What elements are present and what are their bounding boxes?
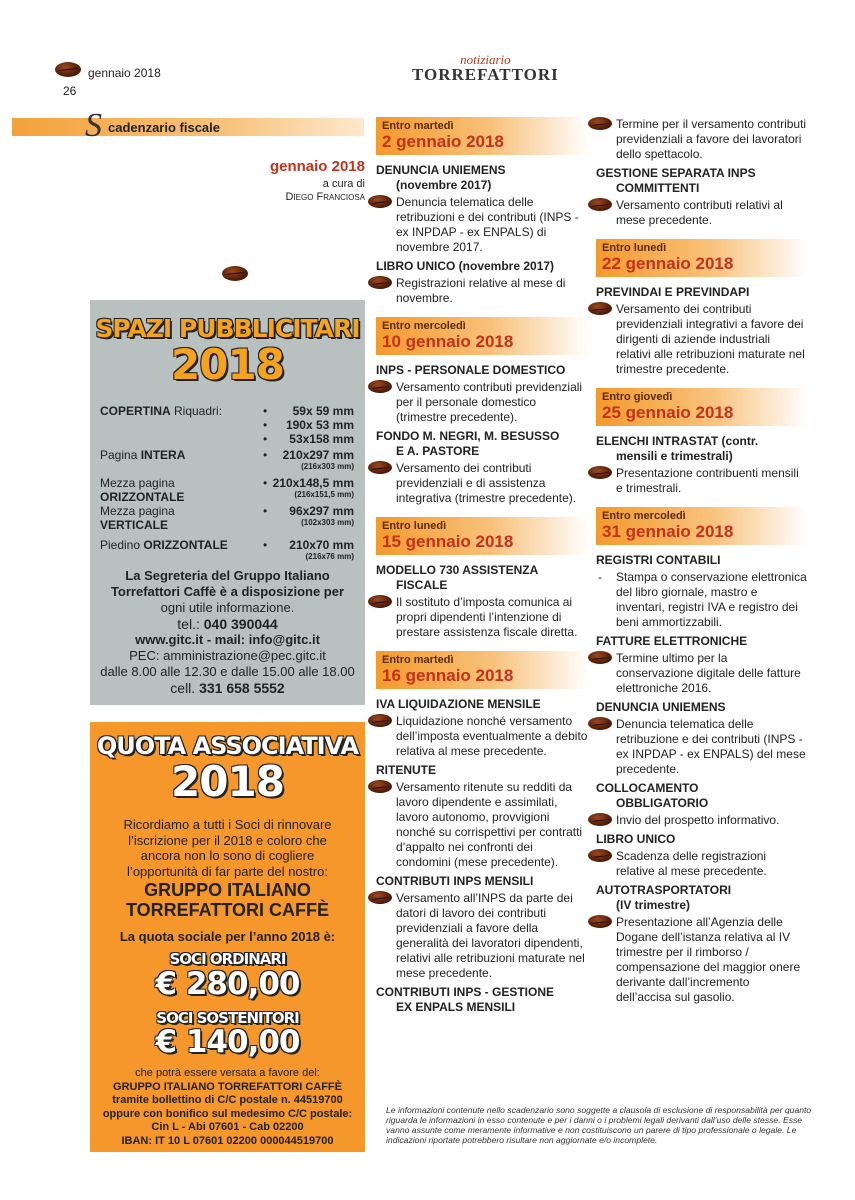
payment-info xyxy=(90,1067,365,1148)
heading-line: E A. PASTORE xyxy=(396,444,480,458)
contact-line: La Segreteria del Gruppo Italiano xyxy=(125,568,330,583)
deadline-header xyxy=(376,517,589,555)
deadline-date: 25 gennaio 2018 xyxy=(602,403,734,422)
item-text: Il sostituto d’imposta comunica ai propri dipendenti l’intenzione di prestare assistenza fiscale diretta. xyxy=(396,595,578,639)
coffee-bean-icon xyxy=(222,266,248,281)
payment-line: oppure con bonifico sul medesimo C/C postale: xyxy=(102,1107,353,1120)
list-item xyxy=(376,891,589,981)
quota-text-line: l’iscrizione per il 2018 e coloro che xyxy=(128,832,327,848)
ad-row xyxy=(100,538,362,561)
heading-line: FISCALE xyxy=(396,578,448,592)
list-item xyxy=(596,717,808,777)
ad-row-size: 59x 59 mm xyxy=(292,404,354,418)
item-heading xyxy=(376,429,589,459)
quota-text-line: Ricordiamo a tutti i Soci di rinnovare xyxy=(123,817,332,832)
coffee-bean-icon xyxy=(588,849,612,862)
ordinari-label: SOCI ORDINARI xyxy=(169,950,286,968)
list-item xyxy=(376,461,589,506)
item-heading xyxy=(596,166,808,196)
bullet: • xyxy=(263,404,268,418)
item-text: Liquidazione nonché versamento dell’imposta eventualmente a debito relativa al mese precedente. xyxy=(396,714,588,758)
deadline-header xyxy=(376,651,589,689)
contact-line: ogni utile informazione. xyxy=(160,600,295,615)
list-item xyxy=(376,276,589,306)
coffee-bean-icon xyxy=(368,380,392,393)
sostenitori-label: SOCI SOSTENITORI xyxy=(156,1009,299,1027)
bullet: • xyxy=(263,504,268,518)
deadline-weekday: Entro giovedì xyxy=(602,391,673,403)
list-item xyxy=(596,813,808,828)
membership-fee-box xyxy=(90,722,365,1152)
ad-row-label: Pagina xyxy=(100,448,141,462)
pec-address[interactable]: PEC: amministrazione@pec.gitc.it xyxy=(129,648,326,663)
bullet: • xyxy=(263,418,268,432)
item-text: Termine per il versamento contributi previdenziali a favore dei lavoratori dello spettacolo. xyxy=(616,117,807,161)
list-item xyxy=(376,195,589,255)
tel-number[interactable]: 040 390044 xyxy=(203,616,278,632)
header-date: gennaio 2018 xyxy=(88,66,161,80)
heading-line: MODELLO 730 ASSISTENZA xyxy=(376,563,539,577)
ad-row-size: 96x297 mm xyxy=(289,504,354,518)
sostenitori-value: € 140,00 xyxy=(155,1024,300,1060)
ad-row xyxy=(100,404,362,418)
item-heading xyxy=(376,163,589,193)
ad-row-label-bold: INTERA xyxy=(140,448,186,462)
bullet: • xyxy=(263,538,268,552)
ad-row-label-bold: ORIZZONTALE xyxy=(143,538,228,552)
item-heading: IVA LIQUIDAZIONE MENSILE xyxy=(376,697,541,711)
disclaimer: Le informazioni contenute nello scadenzario sono soggette a clausola di esclusione di responsabilità per quanto riguarda le informazioni in esso contenute e per i danni o i problemi legali derivanti dall’uso delle stesse. Esse vanno assunte come meramente informative e non costituiscono un parere di tipo professionale o legale. Le indicazioni riportate potrebbero risultare non aggiornate e/o incomplete. xyxy=(386,1105,812,1145)
ad-row-size: 210x297 mm xyxy=(282,448,354,462)
ad-row xyxy=(100,448,362,471)
heading-line: FONDO M. NEGRI, M. BESUSSO xyxy=(376,429,560,443)
coffee-bean-icon xyxy=(588,198,612,211)
payment-line: GRUPPO ITALIANO TORREFATTORI CAFFÈ xyxy=(113,1080,342,1093)
quota-organization xyxy=(90,880,365,920)
deadline-date: 2 gennaio 2018 xyxy=(382,132,504,151)
ad-row-bleed-size: (216x76 mm) xyxy=(305,552,354,561)
list-item xyxy=(376,595,589,640)
item-heading xyxy=(376,563,589,593)
brand-small: notiziario xyxy=(460,52,511,67)
deadline-header xyxy=(596,507,808,545)
coffee-bean-icon xyxy=(368,891,392,904)
org-line: GRUPPO ITALIANO xyxy=(144,880,311,900)
list-item xyxy=(596,466,808,496)
deadline-weekday: Entro mercoledì xyxy=(382,320,466,332)
heading-line: OBBLIGATORIO xyxy=(616,796,709,810)
item-text: Versamento contributi previdenziali per il personale domestico (trimestre precedente). xyxy=(396,380,583,424)
deadline-weekday: Entro mercoledì xyxy=(602,510,686,522)
ad-row xyxy=(100,476,362,504)
item-heading: FATTURE ELETTRONICHE xyxy=(596,634,748,648)
quota-annual: La quota sociale per l’anno 2018 è: xyxy=(119,929,336,944)
author-name: Diego Franciosa xyxy=(285,190,365,203)
coffee-bean-icon xyxy=(368,595,392,608)
quota-year: 2018 xyxy=(171,757,284,806)
quota-title: QUOTA ASSOCIATIVA xyxy=(96,732,359,760)
list-item xyxy=(596,849,808,879)
heading-line: ELENCHI INTRASTAT (contr. xyxy=(596,434,759,448)
coffee-bean-icon xyxy=(588,813,612,826)
item-text: Versamento ritenute su redditi da lavoro dipendente e assimilati, lavoro autonomo, provvigioni nonché su corrispettivi per contratti d’appalto nei confronti dei condomini (mese precedente). xyxy=(396,780,583,869)
bullet: • xyxy=(263,448,268,462)
heading-line: mensili e trimestrali) xyxy=(616,449,733,463)
deadline-date: 16 gennaio 2018 xyxy=(382,666,514,685)
magazine-brand xyxy=(412,53,559,83)
deadline-weekday: Entro martedì xyxy=(382,120,454,132)
deadline-weekday: Entro martedì xyxy=(382,654,454,666)
ad-title: SPAZI PUBBLICITARI xyxy=(95,314,360,343)
item-text: Presentazione contribuenti mensili e trimestrali. xyxy=(616,466,799,495)
payment-line: tramite bollettino di C/C postale n. 44519700 xyxy=(112,1094,343,1106)
payment-line: Cin L - Abi 07601 - Cab 02200 xyxy=(151,1121,304,1133)
advertising-box xyxy=(90,300,365,705)
ad-row-size: 190x 53 mm xyxy=(285,418,354,432)
heading-line: (IV trimestre) xyxy=(616,898,691,912)
ad-row-size: 210x148,5 mm xyxy=(272,476,354,490)
dash-marker: - xyxy=(598,570,602,584)
tel-label: tel.: xyxy=(177,616,200,632)
quota-text-line: ancora non lo sono di cogliere xyxy=(140,848,315,863)
web-mail[interactable]: www.gitc.it - mail: info@gitc.it xyxy=(135,632,320,647)
ad-row-label: Mezza pagina xyxy=(100,476,175,490)
item-heading: LIBRO UNICO xyxy=(596,832,676,846)
payment-line: che potrà essere versata a favore del: xyxy=(135,1067,320,1079)
item-heading: INPS - PERSONALE DOMESTICO xyxy=(376,363,566,377)
heading-line: DENUNCIA UNIEMENS xyxy=(376,163,506,177)
ad-row-label: Piedino xyxy=(100,538,144,552)
ad-row-label: Riquadri: xyxy=(170,404,223,418)
item-heading: PREVINDAI E PREVINDAPI xyxy=(596,285,750,299)
coffee-bean-icon xyxy=(588,302,612,315)
deadlines-column-2 xyxy=(596,117,808,1008)
ordinari-value: € 280,00 xyxy=(155,966,300,1002)
list-item xyxy=(596,198,808,228)
ad-row-bleed-size: (102x303 mm) xyxy=(301,518,354,527)
section-title: cadenzario fiscale xyxy=(108,120,220,135)
deadline-header xyxy=(596,239,808,277)
deadline-date: 31 gennaio 2018 xyxy=(602,522,734,541)
deadline-date: 10 gennaio 2018 xyxy=(382,332,514,351)
list-item xyxy=(596,651,808,696)
heading-line: GESTIONE SEPARATA INPS xyxy=(596,166,756,180)
heading-line: COMMITTENTI xyxy=(616,181,700,195)
item-heading: REGISTRI CONTABILI xyxy=(596,553,721,567)
section-initial: S xyxy=(85,107,102,144)
deadlines-column-1 xyxy=(376,117,589,1015)
page-number: 26 xyxy=(63,84,77,98)
ad-year: 2018 xyxy=(171,340,284,389)
org-line: TORREFATTORI CAFFÈ xyxy=(125,900,329,920)
quota-text xyxy=(90,817,365,879)
cell-number[interactable]: 331 658 5552 xyxy=(199,680,285,696)
coffee-bean-icon xyxy=(588,117,612,130)
coffee-bean-icon xyxy=(368,714,392,727)
ad-row-bleed-size: (216x151,5 mm) xyxy=(294,490,354,499)
item-text: Presentazione all’Agenzia delle Dogane dell’istanza relativa al IV trimestre per il rimborso / compensazione del maggior onere derivante dall’incremento dell’accisa sul gasolio. xyxy=(616,915,801,1004)
ad-row xyxy=(100,504,362,532)
list-item xyxy=(596,915,808,1005)
heading-line: (novembre 2017) xyxy=(396,178,492,192)
cell-label: cell. xyxy=(170,680,196,696)
item-text: Versamento all’INPS da parte dei datori di lavoro dei contributi previdenziali a favore della generalità dei lavoratori dipendenti, relativi alle retribuzioni maturate nel mese precedente. xyxy=(396,891,585,980)
coffee-bean-icon xyxy=(588,915,612,928)
deadline-date: 15 gennaio 2018 xyxy=(382,532,514,551)
heading-line: CONTRIBUTI INPS - GESTIONE xyxy=(376,985,555,999)
item-heading: CONTRIBUTI INPS MENSILI xyxy=(376,874,534,888)
coffee-bean-icon xyxy=(55,62,81,77)
coffee-bean-icon xyxy=(368,276,392,289)
item-heading xyxy=(596,883,808,913)
item-text: Scadenza delle registrazioni relative al mese precedente. xyxy=(616,849,767,878)
item-text: Versamento dei contributi previdenziali integrativi a favore dei dirigenti di aziende industriali relativi alle retribuzioni maturate nel trimestre precedente. xyxy=(616,302,805,376)
coffee-bean-icon xyxy=(588,466,612,479)
heading-line: AUTOTRASPORTATORI xyxy=(596,883,732,897)
quota-text-line: l’opportunità di far parte del nostro: xyxy=(127,863,328,879)
item-text: Termine ultimo per la conservazione digitale delle fatture elettroniche 2016. xyxy=(616,651,801,695)
heading-line: EX ENPALS MENSILI xyxy=(396,1000,516,1014)
item-text: Registrazioni relative al mese di novembre. xyxy=(396,276,566,305)
list-item xyxy=(376,780,589,870)
coffee-bean-icon xyxy=(368,461,392,474)
item-heading xyxy=(376,985,589,1015)
list-item xyxy=(376,714,589,759)
item-text: Invio del prospetto informativo. xyxy=(616,813,780,827)
list-item xyxy=(596,302,808,377)
author-intro: a cura di xyxy=(322,178,365,190)
ad-row-size: 210x70 mm xyxy=(289,538,354,552)
coffee-bean-icon xyxy=(588,717,612,730)
coffee-bean-icon xyxy=(588,651,612,664)
ad-row-label: COPERTINA xyxy=(100,404,171,418)
ad-row-label-bold: VERTICALE xyxy=(100,518,169,532)
heading-line: COLLOCAMENTO xyxy=(596,781,699,795)
deadline-header xyxy=(376,317,589,355)
item-text: Denuncia telematica delle retribuzioni e dei contributi (INPS - ex INPDAP - ex ENPALS) di novembre 2017. xyxy=(396,195,579,254)
brand-big: TORREFATTORI xyxy=(412,65,559,84)
section-month: gennaio 2018 xyxy=(269,158,365,175)
deadline-header xyxy=(596,388,808,426)
coffee-bean-icon xyxy=(368,780,392,793)
office-hours: dalle 8.00 alle 12.30 e dalle 15.00 alle 18.00 xyxy=(100,664,355,679)
contact-line: Torrefattori Caffè è a disposizione per xyxy=(110,584,345,599)
item-text: Versamento dei contributi previdenziali e di assistenza integrativa (trimestre precedente). xyxy=(396,461,577,505)
item-text: Denuncia telematica delle retribuzione e dei contributi (INPS - ex INPDAP - ex ENPALS) del mese precedente. xyxy=(616,717,806,776)
ad-row-label-bold: ORIZZONTALE xyxy=(100,490,185,504)
item-heading: DENUNCIA UNIEMENS xyxy=(596,700,726,714)
list-item xyxy=(596,570,808,630)
ad-row-label: Mezza pagina xyxy=(100,504,175,518)
coffee-bean-icon xyxy=(368,195,392,208)
item-heading xyxy=(596,781,808,811)
list-item xyxy=(596,117,808,162)
item-heading: RITENUTE xyxy=(376,763,436,777)
bullet: • xyxy=(263,476,268,490)
list-item xyxy=(376,380,589,425)
deadline-weekday: Entro lunedì xyxy=(602,242,667,254)
item-heading xyxy=(596,434,808,464)
bullet: • xyxy=(263,432,268,446)
item-text: Versamento contributi relativi al mese precedente. xyxy=(616,198,783,227)
item-heading: LIBRO UNICO (novembre 2017) xyxy=(376,259,555,273)
deadline-weekday: Entro lunedì xyxy=(382,520,447,532)
item-text: Stampa o conservazione elettronica del libro giornale, mastro e inventari, registri IVA e registro dei beni ammortizzabili. xyxy=(616,570,807,629)
ad-row-size: 53x158 mm xyxy=(289,432,354,446)
ad-row-bleed-size: (216x303 mm) xyxy=(301,462,354,471)
deadline-header xyxy=(376,117,589,155)
payment-line: IBAN: IT 10 L 07601 02200 000044519700 xyxy=(121,1134,334,1147)
author-credit xyxy=(285,178,365,203)
deadline-date: 22 gennaio 2018 xyxy=(602,254,734,273)
ad-contact xyxy=(90,568,365,696)
